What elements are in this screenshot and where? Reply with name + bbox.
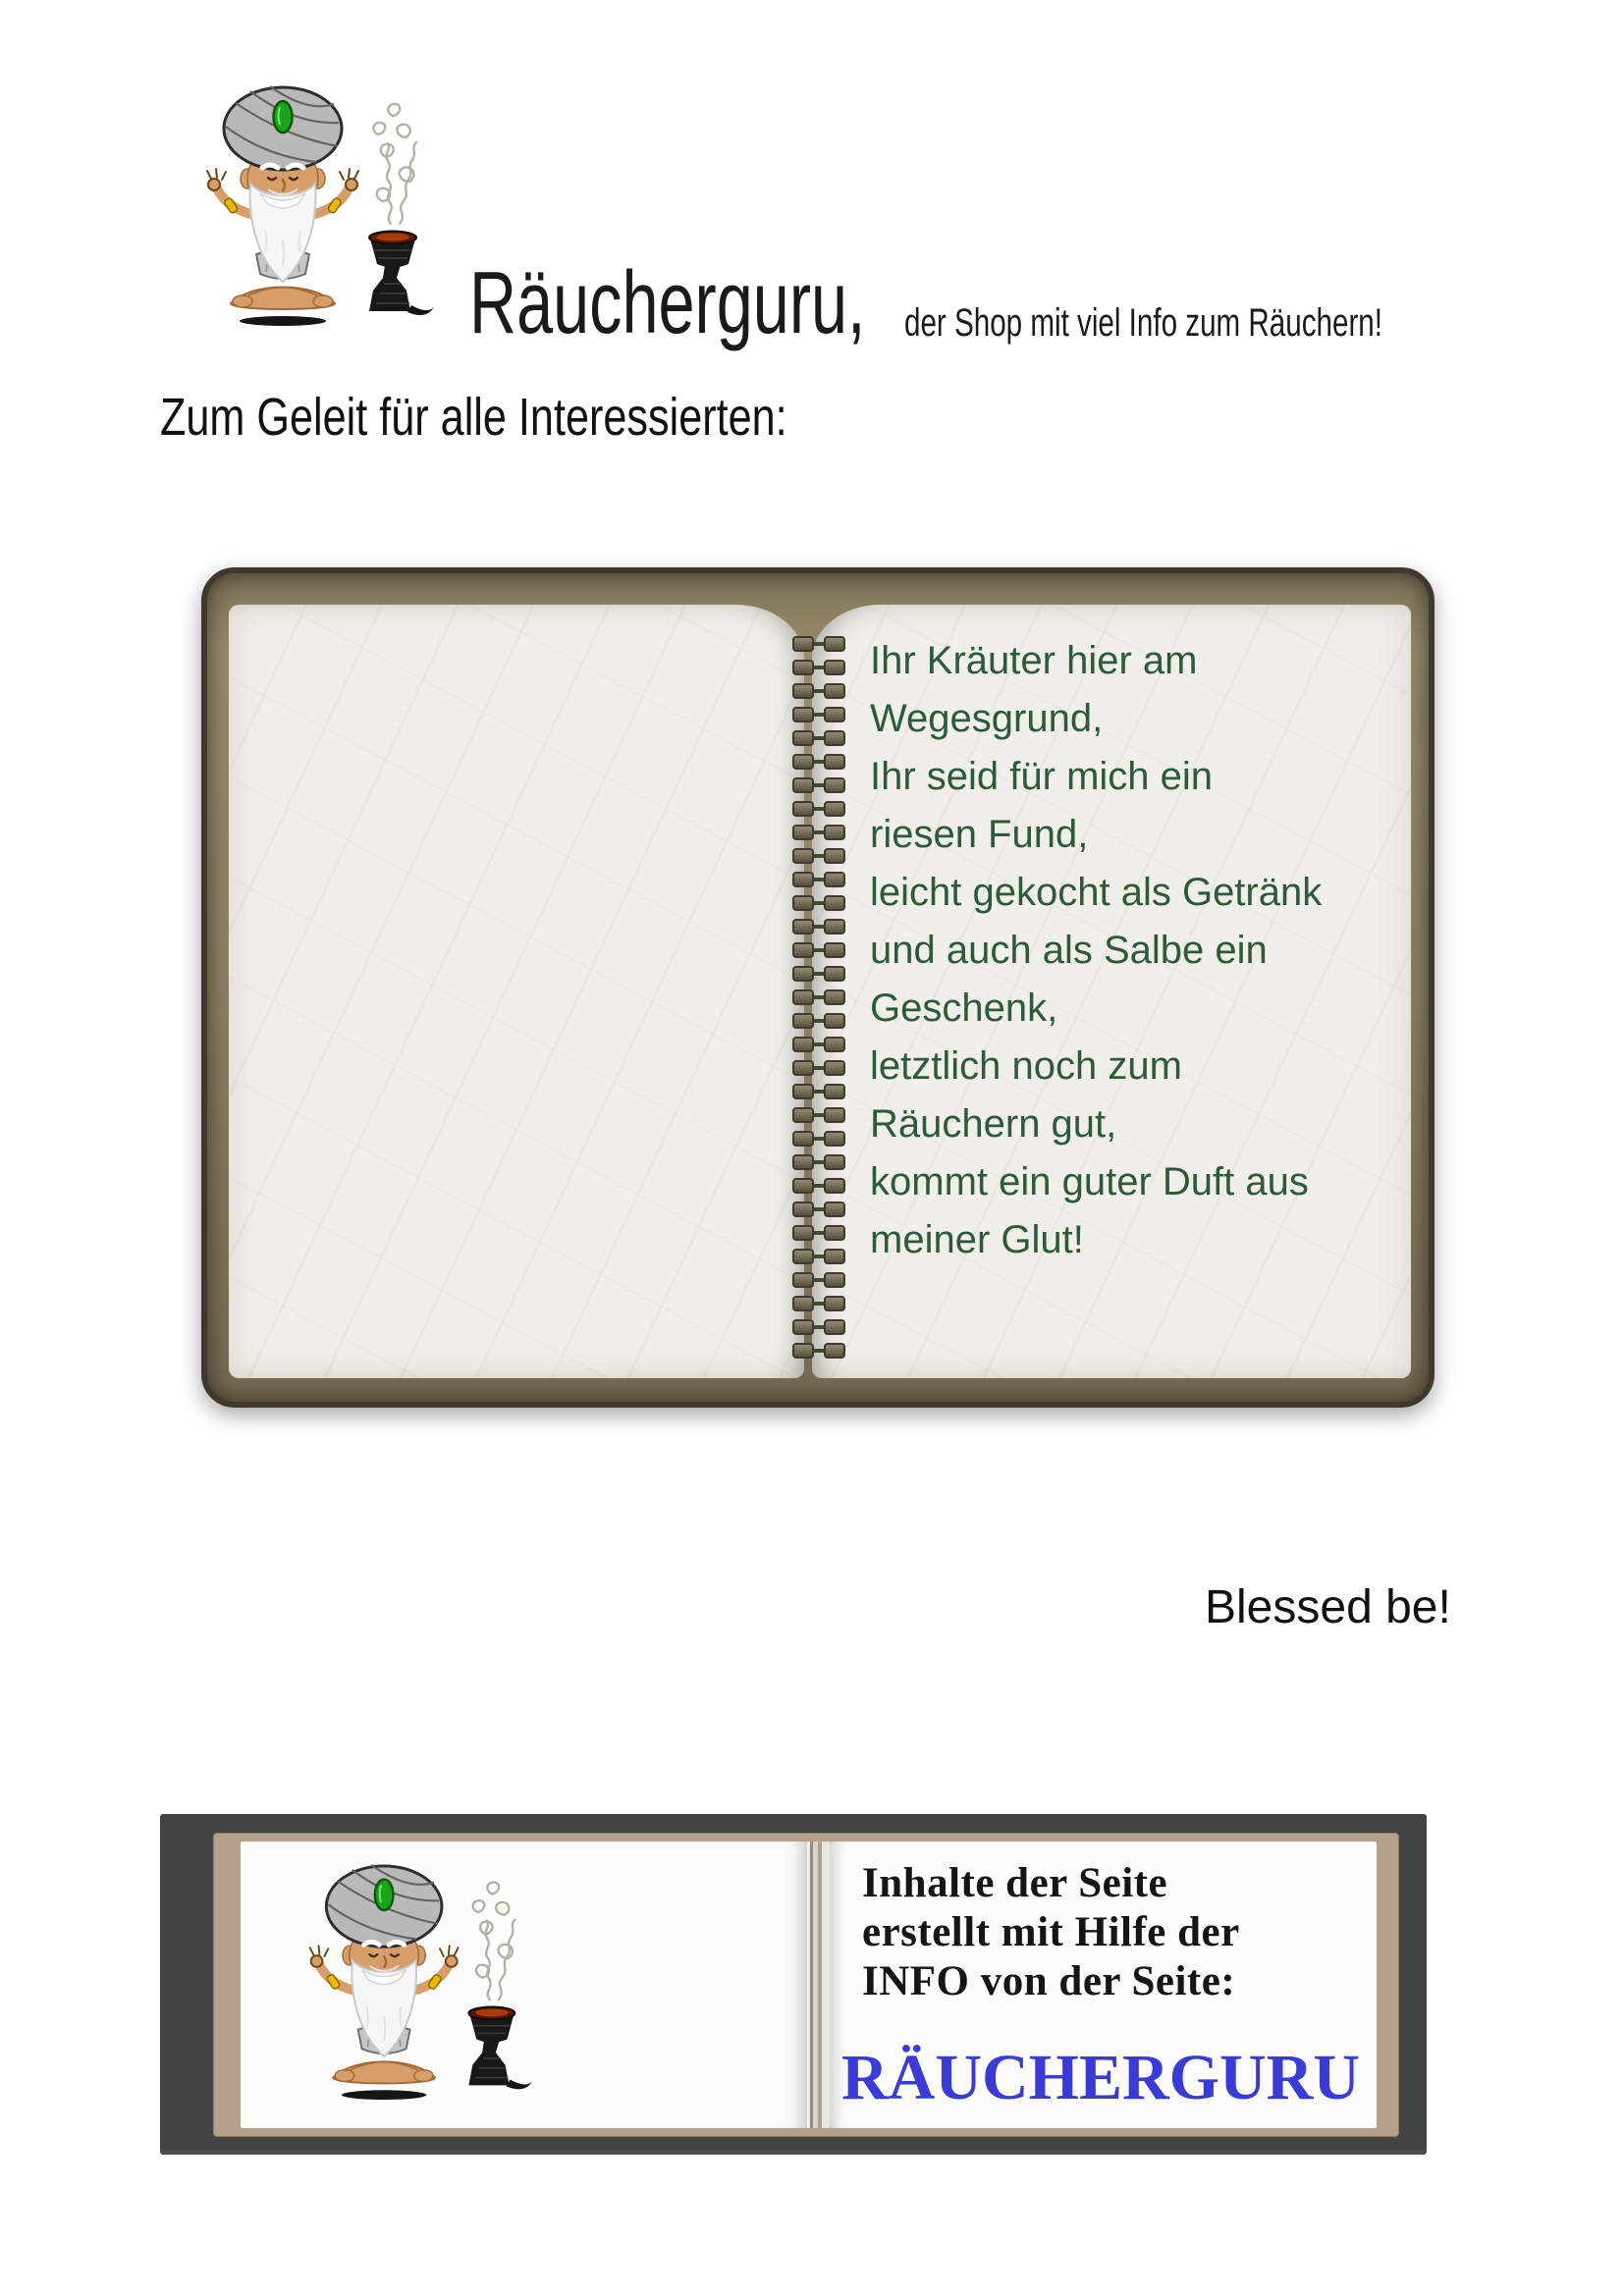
banner-book-spine <box>807 1842 830 2128</box>
notebook-image <box>201 567 1435 1408</box>
guru-incense-logo <box>191 83 437 329</box>
intro-heading: Zum Geleit für alle Interessierten: <box>160 388 787 447</box>
spiral-binding <box>792 636 845 1366</box>
spiral-ring <box>792 989 845 1005</box>
spiral-ring <box>792 1060 845 1076</box>
poem-line: und auch als Salbe ein <box>870 929 1268 972</box>
poem-line: Ihr seid für mich ein <box>870 755 1214 798</box>
spiral-ring <box>792 942 845 958</box>
spiral-ring <box>792 1084 845 1099</box>
poem-line: meiner Glut! <box>870 1218 1084 1261</box>
poem-line: letztlich noch zum <box>870 1044 1182 1088</box>
poem-line: Geschenk, <box>870 987 1058 1030</box>
spiral-ring <box>792 683 845 699</box>
brand-title: Räucherguru, <box>469 254 866 352</box>
spiral-ring <box>792 1154 845 1170</box>
spiral-ring <box>792 1131 845 1147</box>
spiral-ring <box>792 660 845 675</box>
spiral-ring <box>792 777 845 793</box>
spiral-ring <box>792 895 845 911</box>
spiral-ring <box>792 730 845 746</box>
spiral-ring <box>792 1201 845 1217</box>
notebook-left-page <box>229 605 804 1378</box>
spiral-ring <box>792 1178 845 1194</box>
spiral-ring <box>792 1343 845 1359</box>
guru-incense-icon <box>295 1862 535 2103</box>
poem-line: kommt ein guter Duft aus <box>870 1160 1309 1203</box>
spiral-ring <box>792 1225 845 1241</box>
credit-line: erstellt mit Hilfe der <box>862 1909 1240 1955</box>
spiral-ring <box>792 1013 845 1029</box>
spiral-ring <box>792 919 845 934</box>
spiral-ring <box>792 1296 845 1311</box>
poem-text <box>870 632 1322 1269</box>
spiral-ring <box>792 801 845 817</box>
spiral-ring <box>792 848 845 864</box>
credit-text <box>862 1859 1240 2006</box>
spiral-ring <box>792 754 845 770</box>
brand-tagline: der Shop mit viel Info zum Räuchern! <box>904 301 1382 345</box>
spiral-ring <box>792 1319 845 1335</box>
spiral-ring <box>792 1249 845 1264</box>
credit-line: Inhalte der Seite <box>862 1860 1168 1906</box>
spiral-ring <box>792 872 845 887</box>
poem-line: Räuchern gut, <box>870 1102 1117 1146</box>
poem-line: Ihr Kräuter hier am <box>870 639 1198 682</box>
spiral-ring <box>792 1037 845 1052</box>
spiral-ring <box>792 1272 845 1288</box>
spiral-ring <box>792 707 845 722</box>
poem-line: leicht gekocht als Getränk <box>870 871 1323 914</box>
blessing-text: Blessed be! <box>1205 1581 1451 1633</box>
credit-line: INFO von der Seite: <box>862 1958 1236 2004</box>
spiral-ring <box>792 1107 845 1123</box>
spiral-ring <box>792 825 845 840</box>
poem-line: riesen Fund, <box>870 813 1089 856</box>
credit-banner <box>160 1814 1427 2155</box>
site-name-link[interactable]: RÄUCHERGURU <box>841 2042 1360 2113</box>
spiral-ring <box>792 966 845 982</box>
spiral-ring <box>792 636 845 652</box>
poem-line: Wegesgrund, <box>870 697 1104 740</box>
